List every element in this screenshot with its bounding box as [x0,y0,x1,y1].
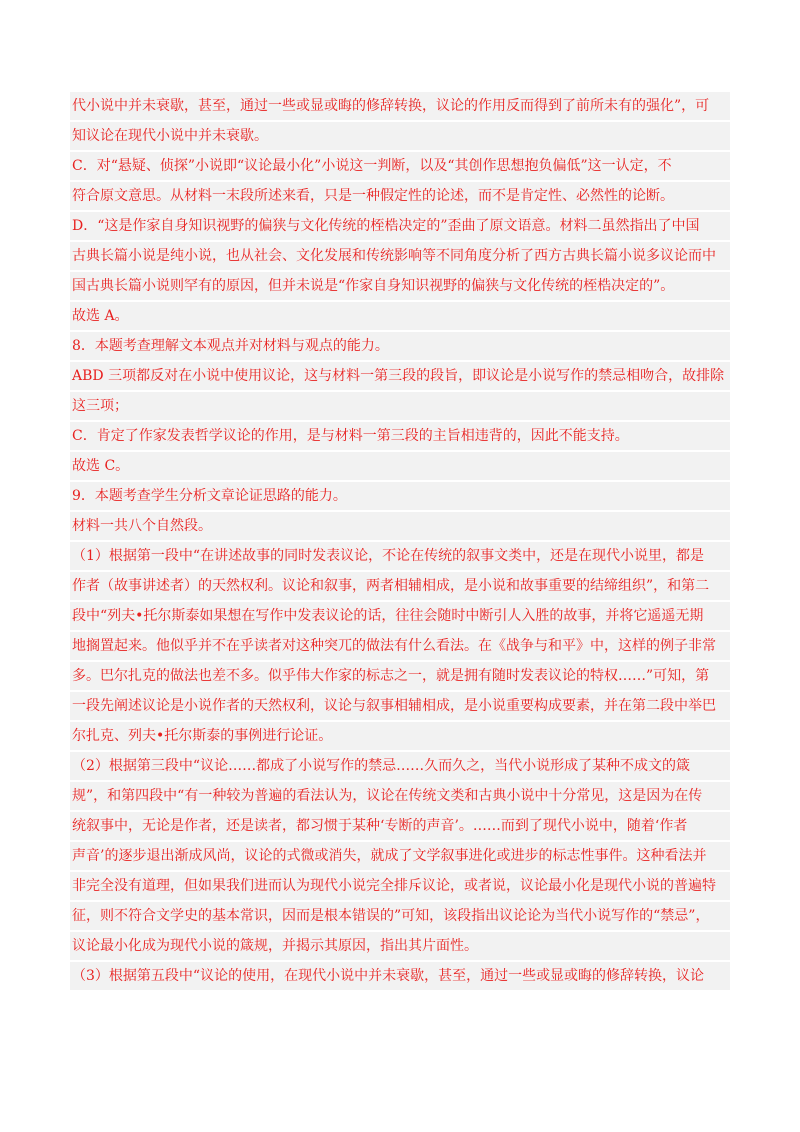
text-line: 知议论在现代小说中并未衰歇。 [70,122,730,150]
text-line: 材料一共八个自然段。 [70,512,730,540]
text-line: 9．本题考查学生分析文章论证思路的能力。 [70,482,730,510]
text-line: 作者（故事讲述者）的天然权利。议论和叙事，两者相辅相成，是小说和故事重要的结缔组织”，和第二 [70,572,730,600]
text-line: 代小说中并未衰歇，甚至，通过一些或显或晦的修辞转换，议论的作用反而得到了前所未有的强化”，可 [70,92,730,120]
text-line: ABD 三项都反对在小说中使用议论，这与材料一第三段的段旨，即议论是小说写作的禁忌相吻合，故排除 [70,362,730,390]
text-line: 地搁置起来。他似乎并不在乎读者对这种突兀的做法有什么看法。在《战争与和平》中，这样的例子非常 [70,632,730,660]
text-line: C．肯定了作家发表哲学议论的作用，是与材料一第三段的主旨相违背的，因此不能支持。 [70,422,730,450]
text-line: 统叙事中，无论是作者，还是读者，都习惯于某种‘专断的声音’。……而到了现代小说中，随着‘作者 [70,812,730,840]
text-line: （2）根据第三段中“议论……都成了小说写作的禁忌……久而久之，当代小说形成了某种不成文的箴 [70,752,730,780]
text-line: 议论最小化成为现代小说的箴规，并揭示其原因，指出其片面性。 [70,932,730,960]
text-line: 这三项； [70,392,730,420]
text-line: 故选 C。 [70,452,730,480]
text-line: 一段先阐述议论是小说作者的天然权利，议论与叙事相辅相成，是小说重要构成要素，并在第二段中举巴 [70,692,730,720]
text-line: 征，则不符合文学史的基本常识，因而是根本错误的”可知，该段指出议论论为当代小说写作的“禁忌”， [70,902,730,930]
text-line: 符合原文意思。从材料一末段所述来看，只是一种假定性的论述，而不是肯定性、必然性的论断。 [70,182,730,210]
text-line: 国古典长篇小说则罕有的原因，但并未说是“作家自身知识视野的偏狭与文化传统的桎梏决定的”。 [70,272,730,300]
text-line: （3）根据第五段中“议论的使用，在现代小说中并未衰歇，甚至，通过一些或显或晦的修辞转换，议论 [70,962,730,990]
text-line: 非完全没有道理，但如果我们进而认为现代小说完全排斥议论，或者说，议论最小化是现代小说的普遍特 [70,872,730,900]
text-line: （1）根据第一段中“在讲述故事的同时发表议论，不论在传统的叙事文类中，还是在现代小说里，都是 [70,542,730,570]
text-line: D．“这是作家自身知识视野的偏狭与文化传统的桎梏决定的”歪曲了原文语意。材料二虽然指出了中国 [70,212,730,240]
text-line: C．对“悬疑、侦探”小说即“议论最小化”小说这一判断，以及“其创作思想抱负偏低”这一认定，不 [70,152,730,180]
answer-explanation-text [70,92,730,992]
text-line: 尔扎克、列夫•托尔斯泰的事例进行论证。 [70,722,730,750]
text-line: 古典长篇小说是纯小说，也从社会、文化发展和传统影响等不同角度分析了西方古典长篇小说多议论而中 [70,242,730,270]
text-line: 故选 A。 [70,302,730,330]
text-line: 8．本题考查理解文本观点并对材料与观点的能力。 [70,332,730,360]
text-line: 多。巴尔扎克的做法也差不多。似乎伟大作家的标志之一，就是拥有随时发表议论的特权……”可知，第 [70,662,730,690]
text-line: 规”，和第四段中“有一种较为普遍的看法认为，议论在传统文类和古典小说中十分常见，这是因为在传 [70,782,730,810]
text-line: 段中“列夫•托尔斯泰如果想在写作中发表议论的话，往往会随时中断引人入胜的故事，并将它遥遥无期 [70,602,730,630]
text-line: 声音’的逐步退出渐成风尚，议论的式微或消失，就成了文学叙事进化或进步的标志性事件。这种看法并 [70,842,730,870]
